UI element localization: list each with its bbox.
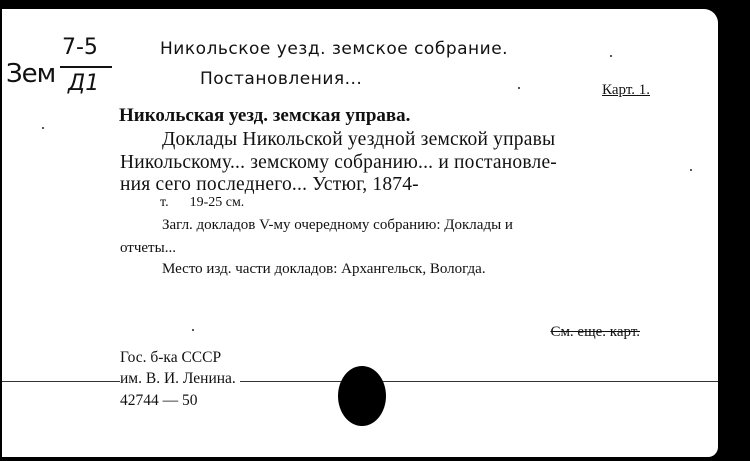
card-number: Карт. 1. [602, 82, 650, 98]
speck [192, 329, 194, 331]
body-line: Никольскому... земскому собранию... и постановле- [120, 152, 557, 173]
shelf-mark-prefix: Зем [6, 59, 56, 89]
library-stamp-line: им. В. И. Ленина. [120, 370, 240, 388]
note-line: Место изд. части докладов: Архангельск, Вологда. [162, 261, 486, 277]
punch-hole [338, 366, 386, 426]
extent-line: т. 19-25 см. [160, 195, 245, 210]
library-stamp-line: 42744 — 50 [120, 392, 198, 409]
entry-heading: Никольская уезд. земская управа. [119, 105, 411, 126]
speck [518, 87, 520, 89]
note-line: Загл. докладов V-му очередному собранию: Доклады и [162, 217, 513, 233]
handwritten-title: Никольское уезд. земское собрание. [160, 39, 509, 59]
library-stamp-line: Гос. б-ка СССР [120, 349, 222, 366]
body-line: Доклады Никольской уездной земской управы [162, 129, 556, 150]
see-also-reference: См. еще. карт. [550, 324, 640, 340]
shelf-mark-fraction-line [60, 66, 112, 68]
speck [610, 55, 612, 57]
note-line: отчеты... [120, 240, 176, 256]
catalog-card [2, 9, 718, 457]
body-line: ния сего последнего... Устюг, 1874- [120, 174, 419, 195]
handwritten-subtitle: Постановления... [200, 69, 363, 89]
shelf-mark-denominator: Д1 [68, 71, 100, 96]
speck [690, 169, 692, 171]
shelf-mark-numerator: 7-5 [62, 35, 98, 60]
speck [42, 127, 44, 129]
